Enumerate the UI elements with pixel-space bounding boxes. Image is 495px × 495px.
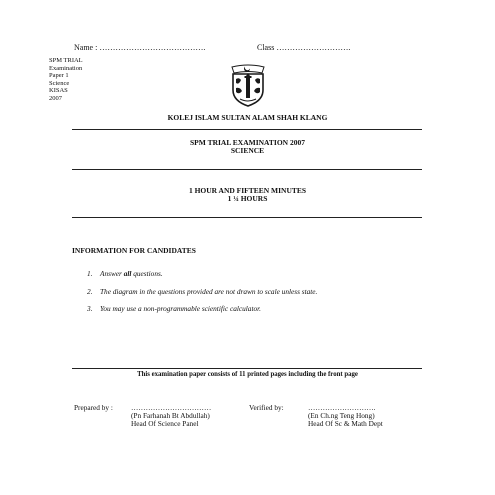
- instruction-text: You may use a non-programmable scientific calculator.: [100, 304, 261, 313]
- exam-duration-hours: 1 ¼ HOURS: [227, 194, 268, 203]
- instruction-number: 1.: [87, 269, 93, 278]
- side-info-line: 2007: [49, 94, 62, 102]
- divider: [72, 217, 422, 218]
- side-info-line: Examination: [49, 64, 83, 72]
- verified-by-label: Verified by:: [249, 403, 284, 412]
- instruction-text: The diagram in the questions provided are not drawn to scale unless state.: [100, 287, 318, 296]
- exam-side-info: [49, 57, 83, 103]
- instruction-item: [87, 287, 317, 296]
- instruction-text: questions.: [131, 269, 163, 278]
- instruction-number: 3.: [87, 304, 93, 313]
- verified-by-role: Head Of Sc & Math Dept: [308, 419, 383, 428]
- instruction-item: [87, 304, 261, 313]
- prepared-by-name: (Pn Farhanah Bt Abdullah): [131, 411, 210, 420]
- prepared-by-role: Head Of Science Panel: [131, 419, 199, 428]
- prepared-signature-line: ……………………………: [131, 403, 212, 412]
- side-info-line: Science: [49, 79, 70, 87]
- exam-duration: 1 HOUR AND FIFTEEN MINUTES: [188, 186, 307, 195]
- pages-note: This examination paper consists of 11 printed pages including the front page: [137, 371, 358, 378]
- info-heading: INFORMATION FOR CANDIDATES: [72, 246, 196, 255]
- exam-subject: SCIENCE: [230, 146, 265, 155]
- instruction-item: [87, 269, 163, 278]
- verified-signature-line: ……………………….: [308, 403, 376, 412]
- school-crest-icon: [228, 63, 268, 108]
- side-info-line: SPM TRIAL: [49, 57, 83, 64]
- school-name: KOLEJ ISLAM SULTAN ALAM SHAH KLANG: [167, 113, 328, 122]
- exam-title: SPM TRIAL EXAMINATION 2007: [190, 138, 305, 147]
- prepared-by-label: Prepared by :: [74, 403, 113, 412]
- name-field[interactable]: Name : ………………………………….: [74, 43, 206, 52]
- side-info-line: Paper 1: [49, 72, 69, 80]
- instruction-emphasis: all: [123, 269, 132, 278]
- side-info-line: KISAS: [49, 87, 68, 95]
- instruction-text: Answer: [100, 269, 124, 278]
- verified-by-name: (En Ch.ng Teng Hong): [308, 411, 375, 420]
- instruction-number: 2.: [87, 287, 93, 296]
- divider: [72, 129, 422, 130]
- class-field[interactable]: Class ……………………….: [257, 43, 351, 52]
- divider: [72, 368, 422, 369]
- divider: [72, 169, 422, 170]
